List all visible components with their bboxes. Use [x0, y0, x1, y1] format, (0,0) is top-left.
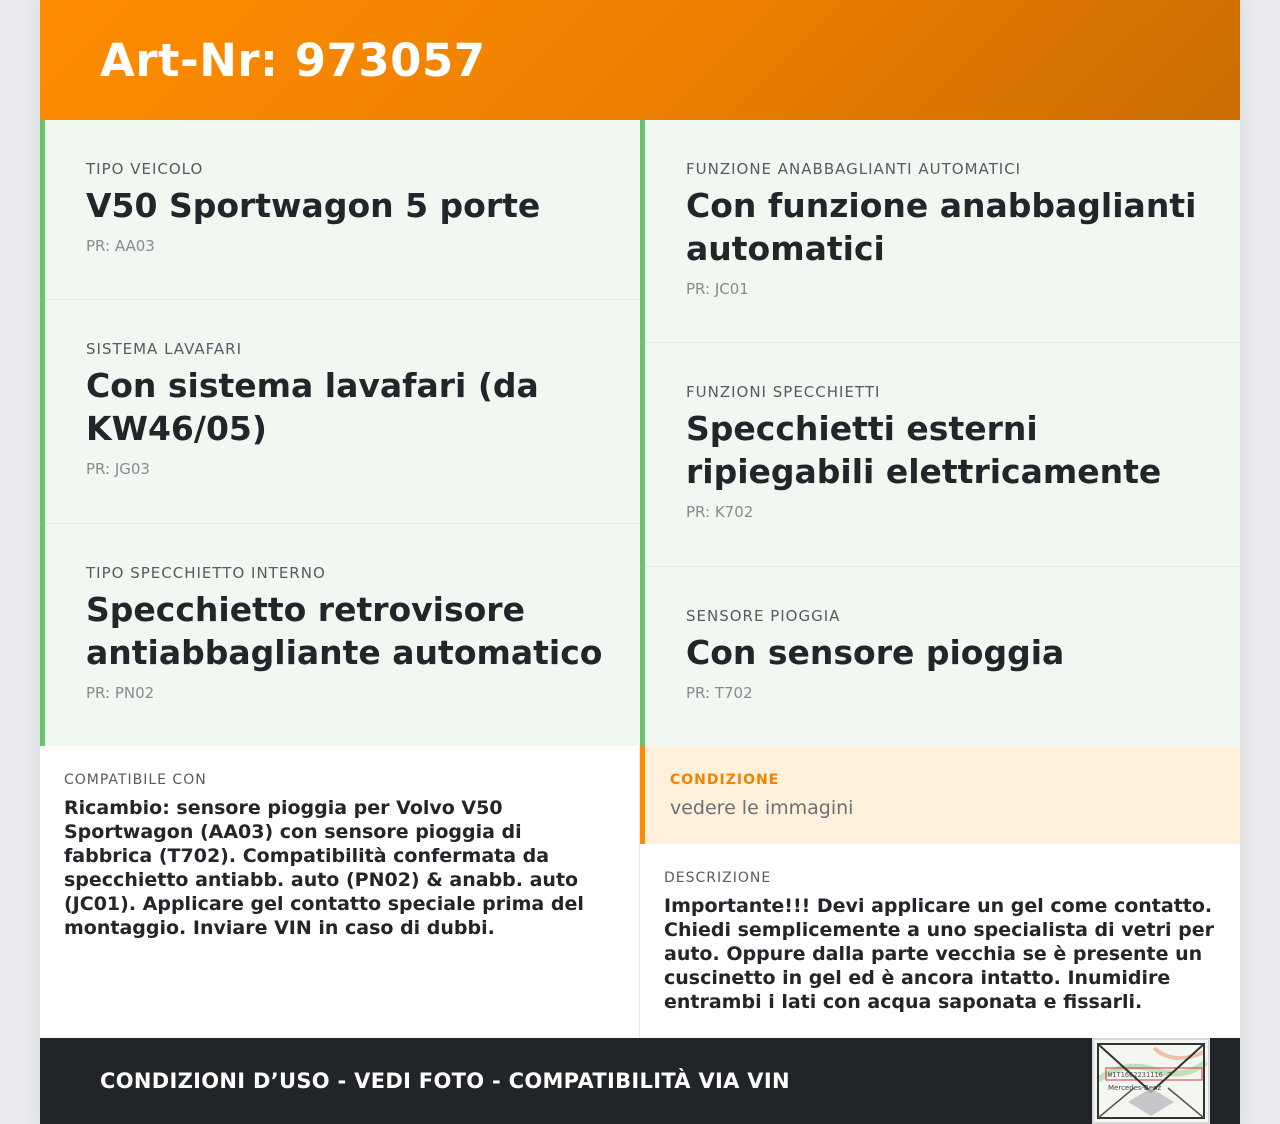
- spec-pr-code: PR: JG03: [86, 460, 150, 478]
- spec-value: Specchietti esterni ripiegabili elettricamente: [686, 409, 1162, 491]
- spec-value: Con sistema lavafari (da KW46/05): [86, 366, 539, 448]
- condition-label: CONDIZIONE: [670, 772, 780, 788]
- spec-label: FUNZIONI SPECCHIETTI: [686, 383, 881, 401]
- spec-item-headlight-washer: [45, 300, 640, 524]
- header-bar: [40, 0, 1240, 120]
- footer-links-text: CONDIZIONI D’USO - VEDI FOTO - COMPATIBILITÀ VIA VIN: [100, 1069, 790, 1093]
- vin-text: W1T1662231116 7: [1108, 1071, 1172, 1079]
- spec-label: TIPO SPECCHIETTO INTERNO: [86, 564, 326, 582]
- condition-section: [640, 746, 1240, 844]
- spec-value: Con funzione anabbaglianti automatici: [686, 186, 1197, 268]
- description-section: [640, 844, 1240, 1014]
- spec-value: Specchietto retrovisore antiabbagliante automatico: [86, 590, 603, 672]
- spec-pr-code: PR: JC01: [686, 280, 749, 298]
- spec-grid: [40, 120, 1240, 746]
- spec-column-left: [40, 120, 640, 746]
- article-number-title: Art-Nr: 973057: [100, 33, 486, 87]
- envelope-icon: [1094, 1040, 1208, 1122]
- spec-item-interior-mirror: [45, 524, 640, 746]
- spec-pr-code: PR: PN02: [86, 684, 155, 702]
- info-right-column: [640, 746, 1240, 1038]
- spec-label: SENSORE PIOGGIA: [686, 607, 841, 625]
- spec-item-auto-dipped-beam: [645, 120, 1240, 343]
- description-label: DESCRIZIONE: [664, 870, 772, 886]
- spec-value: V50 Sportwagon 5 porte: [86, 186, 541, 225]
- compatibility-label: COMPATIBILE CON: [64, 772, 207, 788]
- spec-label: SISTEMA LAVAFARI: [86, 340, 243, 358]
- spec-pr-code: PR: AA03: [86, 237, 155, 255]
- condition-text: vedere le immagini: [670, 797, 854, 819]
- description-text: Importante!!! Devi applicare un gel come contatto. Chiedi semplicemente a uno specialista di vetri per auto. Oppure dalla parte vecchia se è presente un cuscinetto in gel ed è ancora intatto. Inumidire entrambi i lati con acqua saponata e fissarli.: [664, 895, 1214, 1013]
- brand-text: Mercedes-Benz: [1108, 1084, 1162, 1092]
- spec-pr-code: PR: K702: [686, 503, 754, 521]
- compatibility-section: [40, 746, 640, 1038]
- spec-item-rain-sensor: [645, 567, 1240, 746]
- product-thumbnail[interactable]: [1092, 1038, 1210, 1124]
- spec-label: FUNZIONE ANABBAGLIANTI AUTOMATICI: [686, 160, 1022, 178]
- spec-item-mirror-functions: [645, 343, 1240, 567]
- spec-column-right: [640, 120, 1240, 746]
- footer-bar: [40, 1038, 1240, 1124]
- info-grid: [40, 746, 1240, 1038]
- compatibility-text: Ricambio: sensore pioggia per Volvo V50 Sportwagon (AA03) con sensore pioggia di fabbrica (T702). Compatibilità confermata da specchietto antiabb. auto (PN02) & anabb. auto (JC01). Applicare gel contatto speciale prima del montaggio. Inviare VIN in caso di dubbi.: [64, 797, 584, 939]
- spec-label: TIPO VEICOLO: [86, 160, 204, 178]
- product-card: [40, 0, 1240, 1124]
- spec-value: Con sensore pioggia: [686, 633, 1065, 672]
- spec-pr-code: PR: T702: [686, 684, 753, 702]
- spec-item-vehicle-type: [45, 120, 640, 300]
